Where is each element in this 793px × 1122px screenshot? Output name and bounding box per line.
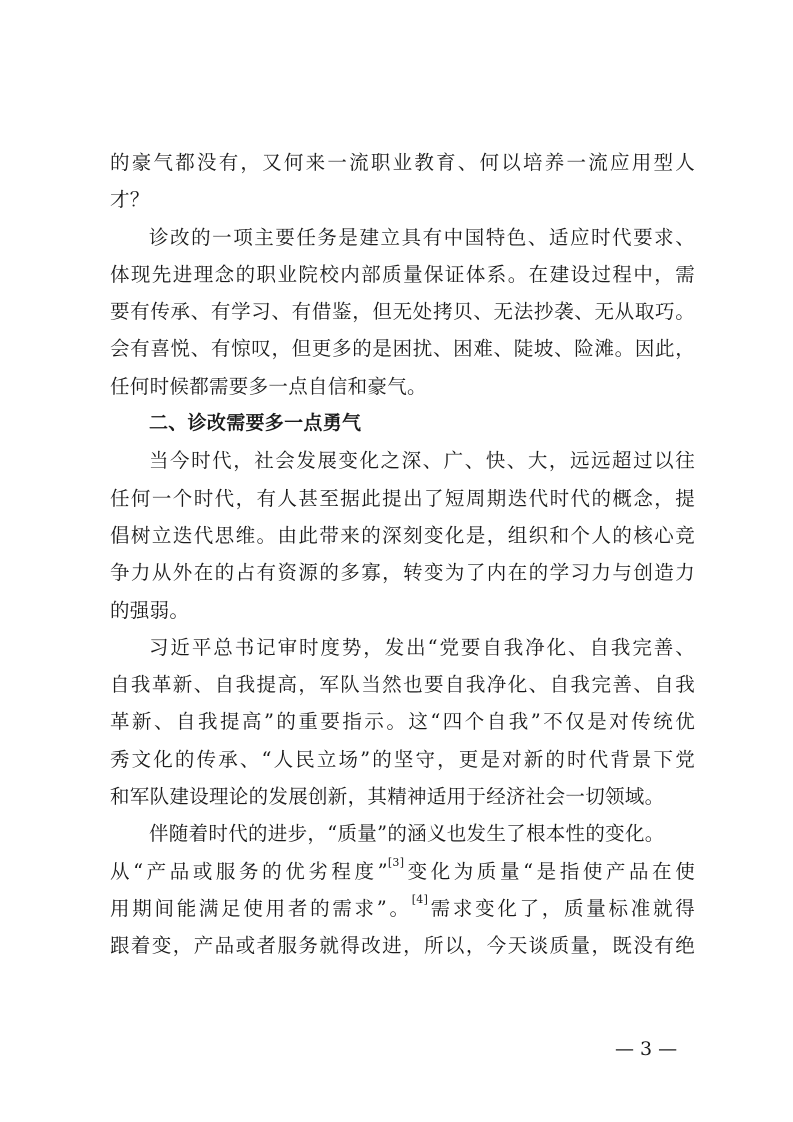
paragraph	[110, 144, 695, 219]
text-line: 当今时代，社会发展变化之深、广、快、大，远远超过以往	[149, 449, 695, 473]
text-line: 任何一个时代，有人甚至据此提出了短周期迭代时代的概念，提	[110, 486, 695, 510]
page-number: — 3 —	[615, 1038, 678, 1060]
text-line: 的强弱。	[110, 598, 190, 622]
paragraph	[110, 442, 695, 628]
text-line: 体现先进理念的职业院校内部质量保证体系。在建设过程中，需	[110, 262, 695, 286]
text-line: 倡树立迭代思维。由此带来的深刻变化是，组织和个人的核心竞	[110, 523, 695, 547]
section-heading	[110, 405, 695, 442]
text-line: 跟着变，产品或者服务就得改进，所以，今天谈质量，既没有绝	[110, 934, 695, 958]
heading-text: 二、诊改需要多一点勇气	[149, 412, 362, 435]
text-line: 会有喜悦、有惊叹，但更多的是困扰、困难、陡坡、险滩。因此，	[110, 337, 695, 361]
text-segment: 需求变化了，质量标准就得	[428, 896, 695, 920]
paragraph	[110, 629, 695, 815]
text-line	[110, 890, 695, 927]
text-line: 伴随着时代的进步，“质量”的涵义也发生了根本性的变化。	[149, 822, 665, 846]
reference-paragraph	[110, 853, 695, 965]
text-line: 习近平总书记审时度势，发出“党要自我净化、自我完善、	[149, 635, 695, 659]
paragraph	[110, 815, 695, 852]
text-segment: 从“产品或服务的优劣程度”	[110, 859, 388, 883]
text-line: 诊改的一项主要任务是建立具有中国特色、适应时代要求、	[149, 225, 695, 249]
text-line: 自我革新、自我提高，军队当然也要自我净化、自我完善、自我	[110, 673, 695, 697]
page-body	[110, 144, 695, 853]
text-line: 争力从外在的占有资源的多寡，转变为了内在的学习力与创造力	[110, 561, 695, 585]
paragraph	[110, 219, 695, 405]
text-line: 革新、自我提高”的重要指示。这“四个自我”不仅是对传统优	[110, 710, 695, 734]
text-line: 要有传承、有学习、有借鉴，但无处拷贝、无法抄袭、无从取巧。	[110, 300, 695, 324]
citation-ref-4[interactable]: [4]	[411, 892, 429, 906]
text-line	[110, 853, 695, 890]
text-line: 和军队建设理论的发展创新，其精神适用于经济社会一切领域。	[110, 785, 665, 809]
text-line: 秀文化的传承、“人民立场”的坚守，更是对新的时代背景下党	[110, 747, 695, 771]
text-segment: 变化为质量“是指使产品在使	[404, 859, 695, 883]
text-segment: 用期间能满足使用者的需求”。	[110, 896, 412, 920]
text-line: 的豪气都没有，又何来一流职业教育、何以培养一流应用型人	[110, 151, 695, 174]
text-line: 才？	[110, 188, 150, 212]
text-line: 任何时候都需要多一点自信和豪气。	[110, 374, 427, 398]
citation-ref-3[interactable]: [3]	[387, 855, 405, 869]
